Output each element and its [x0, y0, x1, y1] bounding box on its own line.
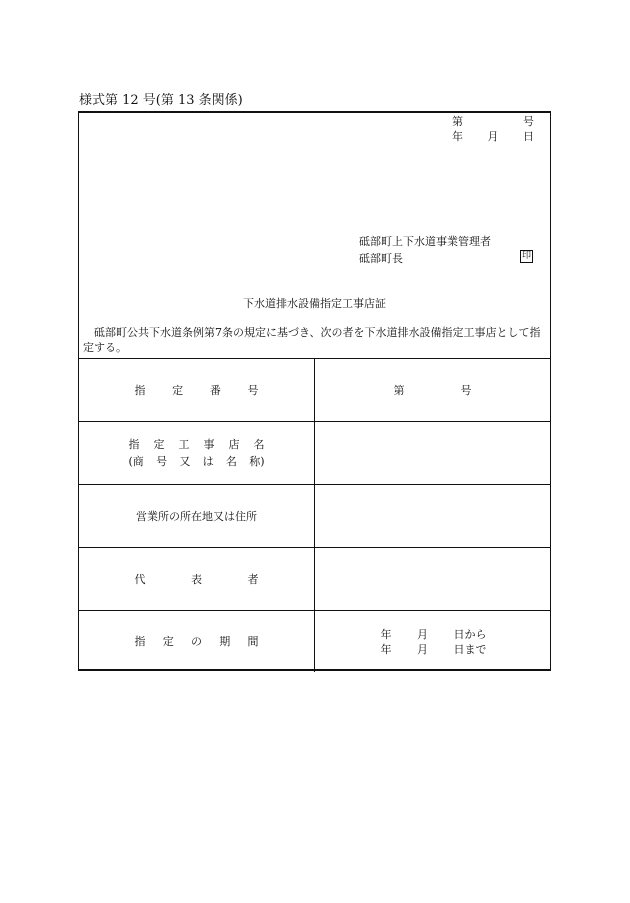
issue-date-line — [452, 130, 534, 144]
form-caption: 様式第 12 号(第 13 条関係) — [79, 93, 243, 108]
date-month: 月 — [487, 130, 499, 143]
table-row — [79, 422, 550, 485]
representative-field — [315, 548, 550, 610]
number-dai: 第 — [452, 115, 463, 128]
table-row — [79, 485, 550, 548]
designation-number-field: 第 号 — [393, 383, 472, 397]
contractor-name-label: 指 定 工 事 店 名 (商 号 又 は 名 称) — [79, 422, 315, 484]
period-to: 年 月 日まで — [380, 642, 487, 656]
number-go: 号 — [523, 115, 534, 128]
table-row — [79, 548, 550, 611]
certificate-body: 砥部町公共下水道条例第7条の規定に基づき、次の者を下水道排水設備指定工事店として指定する。 — [83, 326, 541, 354]
contractor-name-field — [315, 422, 550, 484]
table-row — [79, 359, 550, 422]
certificate-number-line — [452, 115, 534, 129]
designation-period-label: 指 定 の 期 間 — [79, 611, 315, 672]
designation-period-field — [315, 611, 550, 672]
office-address-field — [315, 485, 550, 547]
certificate-title: 下水道排水設備指定工事店証 — [243, 297, 386, 310]
representative-label: 代 表 者 — [79, 548, 315, 610]
date-year: 年 — [452, 130, 463, 143]
period-from: 年 月 日から — [380, 627, 487, 641]
issuer-title: 砥部町上下水道事業管理者 — [359, 235, 491, 248]
date-day: 日 — [523, 130, 534, 143]
office-address-label: 営業所の所在地又は住所 — [79, 485, 315, 547]
table-row — [79, 611, 550, 672]
designation-number-label: 指 定 番 号 — [79, 359, 315, 421]
certificate-form — [78, 111, 551, 671]
seal-stamp: 印 — [521, 251, 531, 261]
details-table — [79, 358, 550, 671]
issuer-name: 砥部町長 — [359, 252, 403, 265]
